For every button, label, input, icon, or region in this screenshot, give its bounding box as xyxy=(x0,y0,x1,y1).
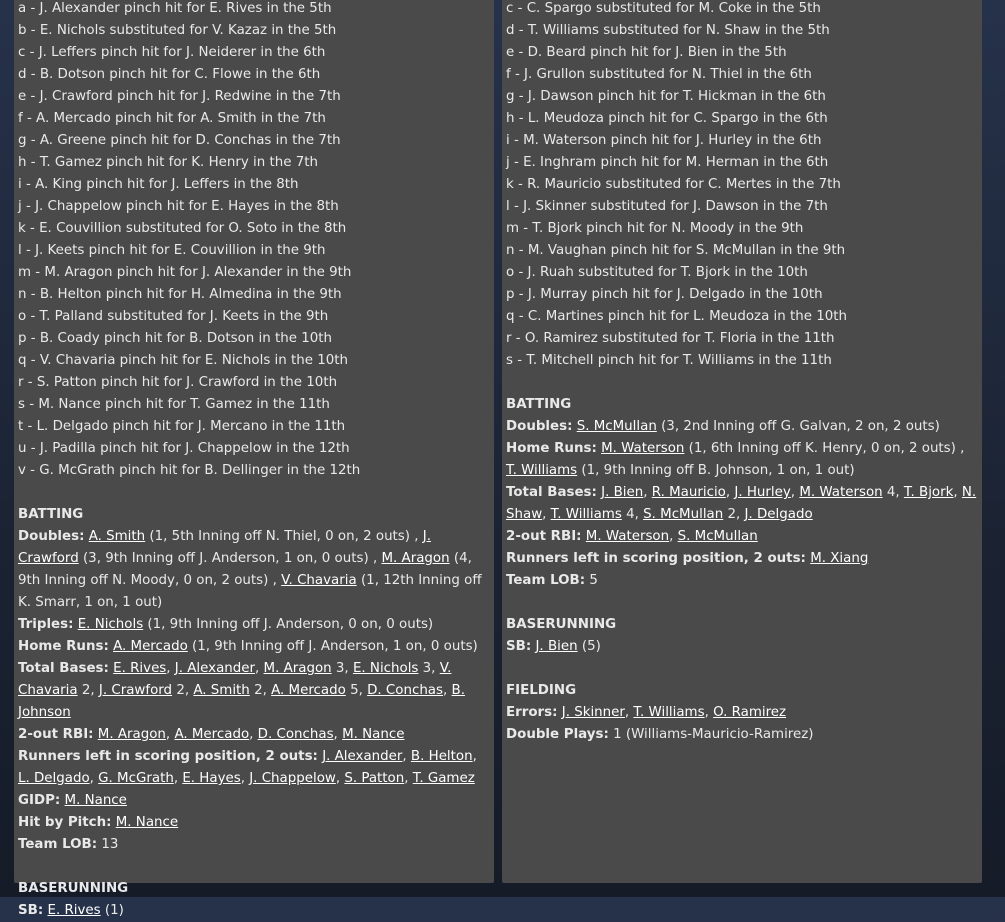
triples-label: Triples: xyxy=(18,617,74,632)
player-link[interactable]: S. Patton xyxy=(344,771,405,786)
stat-detail: (1, 9th Inning off B. Johnson, 1 on, 1 out) xyxy=(577,463,855,478)
doubles-label: Doubles: xyxy=(18,529,85,544)
player-link[interactable]: E. Nichols xyxy=(77,617,144,632)
spacer xyxy=(18,482,490,504)
player-link[interactable]: B. Johnson xyxy=(18,683,465,720)
spacer xyxy=(18,856,490,878)
substitution-note: h - L. Meudoza pinch hit for C. Spargo in the 6th xyxy=(506,111,828,126)
substitution-note: e - D. Beard pinch hit for J. Bien in the 5th xyxy=(506,45,787,60)
player-link[interactable]: V. Chavaria xyxy=(18,661,452,698)
stat-detail: (1, 9th Inning off J. Anderson, 0 on, 0 outs) xyxy=(143,617,434,632)
player-link[interactable]: M. Waterson xyxy=(799,485,883,500)
substitution-note: o - T. Palland substituted for J. Keets in the 9th xyxy=(18,309,329,324)
player-link[interactable]: E. Hayes xyxy=(182,771,241,786)
risp-stat xyxy=(506,548,978,570)
stat-detail: 2, xyxy=(249,683,272,698)
substitution-note: n - B. Helton pinch hit for H. Almedina in the 9th xyxy=(18,287,342,302)
player-link[interactable]: B. Helton xyxy=(410,749,473,764)
player-link[interactable]: M. Aragon xyxy=(381,551,450,566)
substitution-note: j - E. Inghram pinch hit for M. Herman in the 6th xyxy=(506,155,829,170)
home-runs-stat xyxy=(506,438,978,482)
risp-stat: Runners left in scoring position, 2 outs: J. Alexander, B. Helton, L. Delgado, G. McGrath, E. Hayes, J. Chappelow, S. Patton, T. Gamez xyxy=(18,749,477,786)
substitution-note: l - J. Skinner substituted for J. Dawson in the 7th xyxy=(506,199,828,214)
gidp-label: GIDP: xyxy=(18,793,61,808)
sb-label: SB: xyxy=(506,639,532,654)
substitution-note: q - V. Chavaria pinch hit for E. Nichols in the 10th xyxy=(18,353,349,368)
stat-detail: (1, 5th Inning off N. Thiel, 0 on, 2 outs) , xyxy=(145,529,423,544)
batting-section-header: BATTING xyxy=(18,507,84,522)
substitution-note: m - M. Aragon pinch hit for J. Alexander in the 9th xyxy=(18,265,352,280)
stat-detail: (1) xyxy=(100,903,124,918)
player-link[interactable]: M. Waterson xyxy=(601,441,685,456)
player-link[interactable]: S. McMullan xyxy=(677,529,758,544)
substitution-note: r - O. Ramirez substituted for T. Floria in the 11th xyxy=(506,331,835,346)
double-plays-stat xyxy=(506,724,978,746)
total-bases-stat: Total Bases: E. Rives, J. Alexander, M. Aragon 3, E. Nichols 3, V. Chavaria 2, J. Crawford 2, A. Smith 2, A. Mercado 5, D. Conchas, B. Johnson xyxy=(18,661,465,720)
player-link[interactable]: G. McGrath xyxy=(98,771,174,786)
player-link[interactable]: J. Alexander xyxy=(322,749,403,764)
stat-detail: 2, xyxy=(172,683,194,698)
substitution-note: a - J. Alexander pinch hit for E. Rives in the 5th xyxy=(18,1,332,16)
double-plays-value: 1 (Williams-Mauricio-Ramirez) xyxy=(608,727,814,742)
left-panel-content xyxy=(18,0,490,922)
player-link[interactable]: M. Nance xyxy=(64,793,127,808)
player-link[interactable]: M. Aragon xyxy=(97,727,166,742)
player-link[interactable]: E. Rives xyxy=(113,661,167,676)
substitution-note: i - A. King pinch hit for J. Leffers in the 8th xyxy=(18,177,299,192)
player-link[interactable]: J. Crawford xyxy=(98,683,173,698)
team-lob-value: 5 xyxy=(585,573,598,588)
hit-by-pitch-label: Hit by Pitch: xyxy=(18,815,112,830)
total-bases-stat: Total Bases: J. Bien, R. Mauricio, J. Hurley, M. Waterson 4, T. Bjork, N. Shaw, T. Williams 4, S. McMullan 2, J. Delgado xyxy=(506,485,977,522)
substitution-note: n - M. Vaughan pinch hit for S. McMullan in the 9th xyxy=(506,243,846,258)
player-link[interactable]: O. Ramirez xyxy=(713,705,787,720)
two-out-rbi-stat: 2-out RBI: M. Waterson, S. McMullan xyxy=(506,529,758,544)
doubles-stat xyxy=(506,416,978,438)
box-score-notes-right-panel xyxy=(502,0,982,883)
player-link[interactable]: A. Smith xyxy=(88,529,146,544)
substitution-note: f - J. Grullon substituted for N. Thiel in the 6th xyxy=(506,67,812,82)
substitution-note: i - M. Waterson pinch hit for J. Hurley in the 6th xyxy=(506,133,822,148)
total-bases-label: Total Bases: xyxy=(18,661,109,676)
substitution-note: g - A. Greene pinch hit for D. Conchas in the 7th xyxy=(18,133,341,148)
gidp-stat xyxy=(18,790,490,812)
fielding-section-header: FIELDING xyxy=(506,683,577,698)
player-link[interactable]: J. Delgado xyxy=(744,507,813,522)
stolen-bases-stat xyxy=(18,900,490,922)
home-runs-label: Home Runs: xyxy=(18,639,109,654)
player-link[interactable]: M. Nance xyxy=(342,727,405,742)
stat-detail: 2, xyxy=(77,683,99,698)
baserunning-section-header: BASERUNNING xyxy=(18,881,129,896)
player-link[interactable]: J. Crawford xyxy=(18,529,431,566)
substitution-note: f - A. Mercado pinch hit for A. Smith in the 7th xyxy=(18,111,326,126)
substitution-note: t - L. Delgado pinch hit for J. Mercano in the 11th xyxy=(18,419,346,434)
player-link[interactable]: D. Conchas xyxy=(257,727,334,742)
hit-by-pitch-stat xyxy=(18,812,490,834)
right-panel-content xyxy=(506,0,978,746)
substitution-note: d - B. Dotson pinch hit for C. Flowe in the 6th xyxy=(18,67,321,82)
spacer xyxy=(506,372,978,394)
errors-label: Errors: xyxy=(506,705,558,720)
stat-detail: (3, 9th Inning off J. Anderson, 1 on, 0 outs) , xyxy=(78,551,382,566)
player-link[interactable]: J. Bien xyxy=(535,639,578,654)
player-link[interactable]: A. Smith xyxy=(193,683,250,698)
player-link[interactable]: T. Williams xyxy=(550,507,622,522)
player-link[interactable]: D. Conchas xyxy=(367,683,443,698)
player-link[interactable]: E. Nichols xyxy=(352,661,419,676)
player-link[interactable]: E. Rives xyxy=(47,903,101,918)
player-link[interactable]: J. Bien xyxy=(601,485,644,500)
player-link[interactable]: M. Aragon xyxy=(263,661,332,676)
player-link[interactable]: A. Mercado xyxy=(271,683,346,698)
box-score-notes-left-panel xyxy=(14,0,494,918)
double-plays-label: Double Plays: xyxy=(506,727,609,742)
player-link[interactable]: M. Waterson xyxy=(585,529,670,544)
stat-detail: (1, 9th Inning off J. Anderson, 1 on, 0 outs) xyxy=(187,639,478,654)
stat-detail: 4, xyxy=(621,507,644,522)
substitution-note: o - J. Ruah substituted for T. Bjork in the 10th xyxy=(506,265,808,280)
substitution-note: p - B. Coady pinch hit for B. Dotson in the 10th xyxy=(18,331,333,346)
stat-detail: 4, xyxy=(882,485,904,500)
substitution-note: v - G. McGrath pinch hit for B. Dellinger in the 12th xyxy=(18,463,361,478)
substitution-note: s - M. Nance pinch hit for T. Gamez in the 11th xyxy=(18,397,330,412)
player-link[interactable]: T. Bjork xyxy=(903,485,954,500)
errors-stat: Errors: J. Skinner, T. Williams, O. Ramirez xyxy=(506,705,787,720)
player-link[interactable]: L. Delgado xyxy=(18,771,90,786)
team-lob-label: Team LOB: xyxy=(506,573,586,588)
two-out-rbi-label: 2-out RBI: xyxy=(18,727,94,742)
player-link[interactable]: A. Mercado xyxy=(113,639,188,654)
team-lob-label: Team LOB: xyxy=(18,837,98,852)
player-link[interactable]: J. Chappelow xyxy=(249,771,336,786)
substitution-note: p - J. Murray pinch hit for J. Delgado in the 10th xyxy=(506,287,823,302)
substitution-note: k - E. Couvillion substituted for O. Soto in the 8th xyxy=(18,221,347,236)
team-lob-value: 13 xyxy=(97,837,119,852)
player-link[interactable]: T. Williams xyxy=(633,705,705,720)
substitution-note: c - C. Spargo substituted for M. Coke in the 5th xyxy=(506,1,821,16)
substitution-note: e - J. Crawford pinch hit for J. Redwine in the 7th xyxy=(18,89,341,104)
player-link[interactable]: J. Alexander xyxy=(174,661,256,676)
baserunning-section-header: BASERUNNING xyxy=(506,617,617,632)
total-bases-label: Total Bases: xyxy=(506,485,597,500)
substitution-note: d - T. Williams substituted for N. Shaw in the 5th xyxy=(506,23,830,38)
substitution-note: u - J. Padilla pinch hit for J. Chappelow in the 12th xyxy=(18,441,350,456)
substitution-note: q - C. Martines pinch hit for L. Meudoza in the 10th xyxy=(506,309,848,324)
substitution-note: c - J. Leffers pinch hit for J. Neiderer in the 6th xyxy=(18,45,326,60)
stat-detail: (3, 2nd Inning off G. Galvan, 2 on, 2 outs) xyxy=(656,419,940,434)
substitution-note: r - S. Patton pinch hit for J. Crawford in the 10th xyxy=(18,375,338,390)
spacer xyxy=(506,592,978,614)
stat-detail: 3, xyxy=(331,661,353,676)
risp-label: Runners left in scoring position, 2 outs: xyxy=(506,551,806,566)
substitution-note: b - E. Nichols substituted for V. Kazaz in the 5th xyxy=(18,23,337,38)
player-link[interactable]: M. Nance xyxy=(115,815,179,830)
player-link[interactable]: N. Shaw xyxy=(506,485,977,522)
substitution-note: k - R. Mauricio substituted for C. Mertes in the 7th xyxy=(506,177,841,192)
sb-label: SB: xyxy=(18,903,44,918)
substitution-note: l - J. Keets pinch hit for E. Couvillion in the 9th xyxy=(18,243,326,258)
stolen-bases-stat xyxy=(506,636,978,658)
substitution-note: j - J. Chappelow pinch hit for E. Hayes in the 8th xyxy=(18,199,339,214)
player-link[interactable]: J. Hurley xyxy=(734,485,791,500)
player-link[interactable]: T. Gamez xyxy=(412,771,475,786)
player-link[interactable]: T. Williams xyxy=(506,463,578,478)
spacer xyxy=(506,658,978,680)
home-runs-stat xyxy=(18,636,490,658)
substitution-note: g - J. Dawson pinch hit for T. Hickman in the 6th xyxy=(506,89,826,104)
doubles-label: Doubles: xyxy=(506,419,573,434)
substitution-note: h - T. Gamez pinch hit for K. Henry in the 7th xyxy=(18,155,319,170)
player-link[interactable]: S. McMullan xyxy=(643,507,724,522)
stat-detail: 3, xyxy=(418,661,440,676)
substitution-note: m - T. Bjork pinch hit for N. Moody in the 9th xyxy=(506,221,804,236)
stat-detail: (4, 9th Inning off N. Moody, 0 on, 2 outs) , xyxy=(18,551,472,588)
triples-stat xyxy=(18,614,490,636)
player-link[interactable]: V. Chavaria xyxy=(281,573,357,588)
risp-label: Runners left in scoring position, 2 outs: xyxy=(18,749,318,764)
doubles-stat xyxy=(18,526,490,614)
stat-detail: (1, 12th Inning off K. Smarr, 1 on, 1 out) xyxy=(18,573,482,610)
stat-detail: (1, 6th Inning off K. Henry, 0 on, 2 outs) , xyxy=(684,441,965,456)
stat-detail: 5, xyxy=(345,683,368,698)
player-link[interactable]: S. McMullan xyxy=(576,419,657,434)
player-link[interactable]: J. Skinner xyxy=(561,705,625,720)
player-link[interactable]: M. Xiang xyxy=(810,551,869,566)
player-link[interactable]: A. Mercado xyxy=(174,727,250,742)
substitution-note: s - T. Mitchell pinch hit for T. Williams in the 11th xyxy=(506,353,832,368)
team-lob-stat xyxy=(18,834,490,856)
stat-detail: 2, xyxy=(723,507,745,522)
two-out-rbi-label: 2-out RBI: xyxy=(506,529,582,544)
batting-section-header: BATTING xyxy=(506,397,572,412)
stat-detail: (5) xyxy=(577,639,601,654)
player-link[interactable]: R. Mauricio xyxy=(651,485,726,500)
team-lob-stat xyxy=(506,570,978,592)
two-out-rbi-stat: 2-out RBI: M. Aragon, A. Mercado, D. Conchas, M. Nance xyxy=(18,727,405,742)
home-runs-label: Home Runs: xyxy=(506,441,597,456)
